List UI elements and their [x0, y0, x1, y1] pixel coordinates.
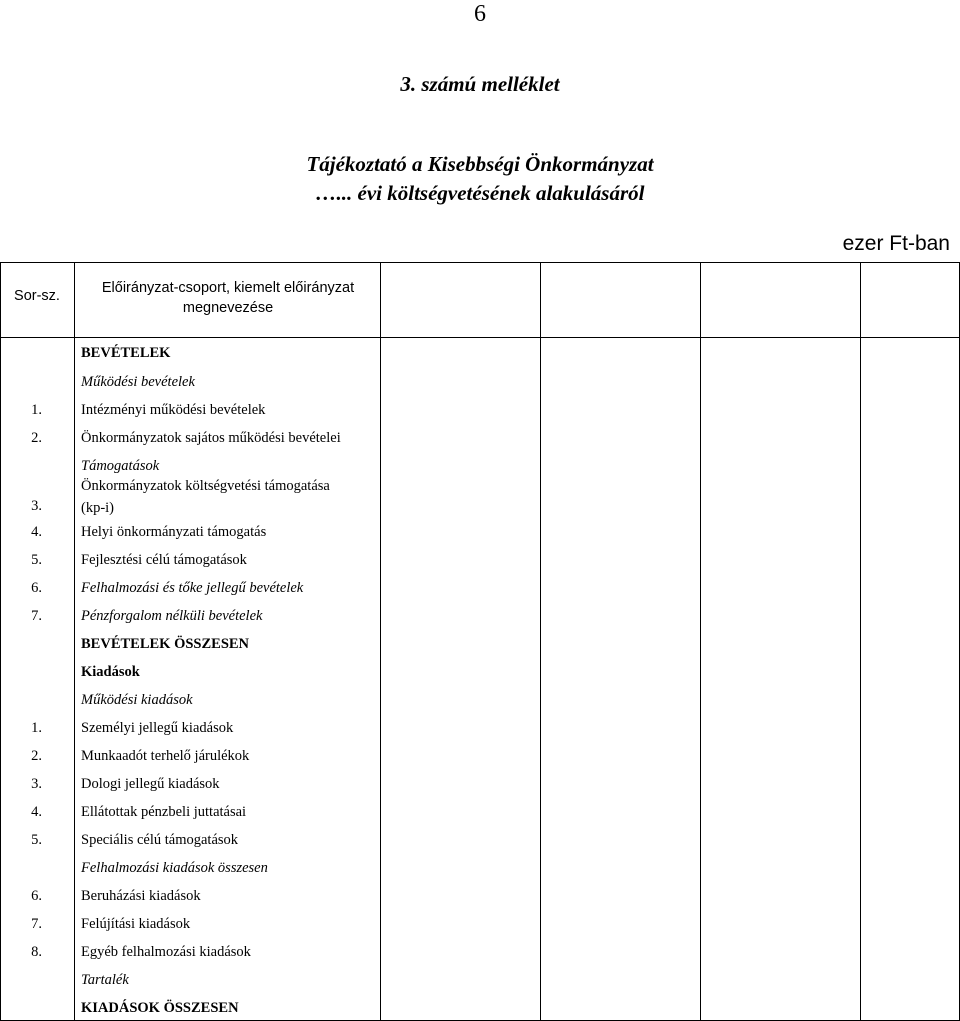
row-number: 1. — [31, 402, 42, 418]
page-number: 6 — [474, 1, 486, 27]
row-number: 2. — [31, 430, 42, 446]
row-label: Fejlesztési célú támogatások — [81, 552, 247, 568]
row-number: 2. — [31, 748, 42, 764]
row-number: 4. — [31, 524, 42, 540]
row-number: 7. — [31, 608, 42, 624]
row-label: KIADÁSOK ÖSSZESEN — [81, 1000, 239, 1016]
row-number: 6. — [31, 888, 42, 904]
row-label: Felhalmozási kiadások összesen — [81, 860, 268, 876]
row-label: Önkormányzatok sajátos működési bevételei — [81, 430, 341, 446]
row-label: Személyi jellegű kiadások — [81, 720, 234, 736]
column-divider — [860, 262, 861, 1020]
row-label: Beruházási kiadások — [81, 888, 201, 904]
row-label: BEVÉTELEK ÖSSZESEN — [81, 636, 250, 652]
row-number: 7. — [31, 916, 42, 932]
document-title-line-1: Tájékoztató a Kisebbségi Önkormányzat — [306, 152, 654, 176]
row-label: Ellátottak pénzbeli juttatásai — [81, 804, 247, 820]
column-divider — [380, 262, 381, 1020]
row-label: Tartalék — [81, 972, 129, 988]
row-label: Felújítási kiadások — [81, 916, 191, 932]
column-divider — [700, 262, 701, 1020]
row-label: Egyéb felhalmozási kiadások — [81, 944, 251, 960]
header-row-number: Sor-sz. — [14, 288, 60, 304]
row-label: Munkaadót terhelő járulékok — [81, 748, 250, 764]
column-divider — [540, 262, 541, 1020]
row-number: 3. — [31, 498, 42, 514]
header-item-name — [76, 278, 380, 318]
row-number: 5. — [31, 552, 42, 568]
row-number: 6. — [31, 580, 42, 596]
header-separator — [0, 337, 960, 338]
row-label: Intézményi működési bevételek — [81, 402, 266, 418]
row-label: Dologi jellegű kiadások — [81, 776, 220, 792]
row-label: Működési kiadások — [81, 692, 193, 708]
header-item-name-line-1: Előirányzat-csoport, kiemelt előirányzat — [101, 280, 355, 296]
row-number: 3. — [31, 776, 42, 792]
row-label: Helyi önkormányzati támogatás — [81, 524, 267, 540]
header-item-name-line-2: megnevezése — [182, 300, 274, 316]
table-border-left — [0, 262, 1, 1020]
column-divider — [74, 262, 75, 1020]
row-label: Pénzforgalom nélküli bevételek — [81, 608, 263, 624]
row-label: Kiadások — [81, 664, 140, 680]
row-label: Működési bevételek — [81, 374, 195, 390]
unit-label: ezer Ft-ban — [842, 232, 950, 255]
row-number: 5. — [31, 832, 42, 848]
row-number: 4. — [31, 804, 42, 820]
document-title-line-2: …... évi költségvetésének alakulásáról — [315, 181, 645, 205]
row-label-continuation: (kp-i) — [81, 500, 115, 516]
table-border-top — [0, 262, 960, 263]
row-label: Önkormányzatok költségvetési támogatása — [81, 478, 330, 494]
row-label: Speciális célú támogatások — [81, 832, 239, 848]
annex-title: 3. számú melléklet — [400, 72, 560, 96]
row-number: 1. — [31, 720, 42, 736]
row-label: BEVÉTELEK — [81, 345, 171, 361]
row-label: Támogatások — [81, 458, 160, 474]
row-label: Felhalmozási és tőke jellegű bevételek — [81, 580, 304, 596]
row-number: 8. — [31, 944, 42, 960]
